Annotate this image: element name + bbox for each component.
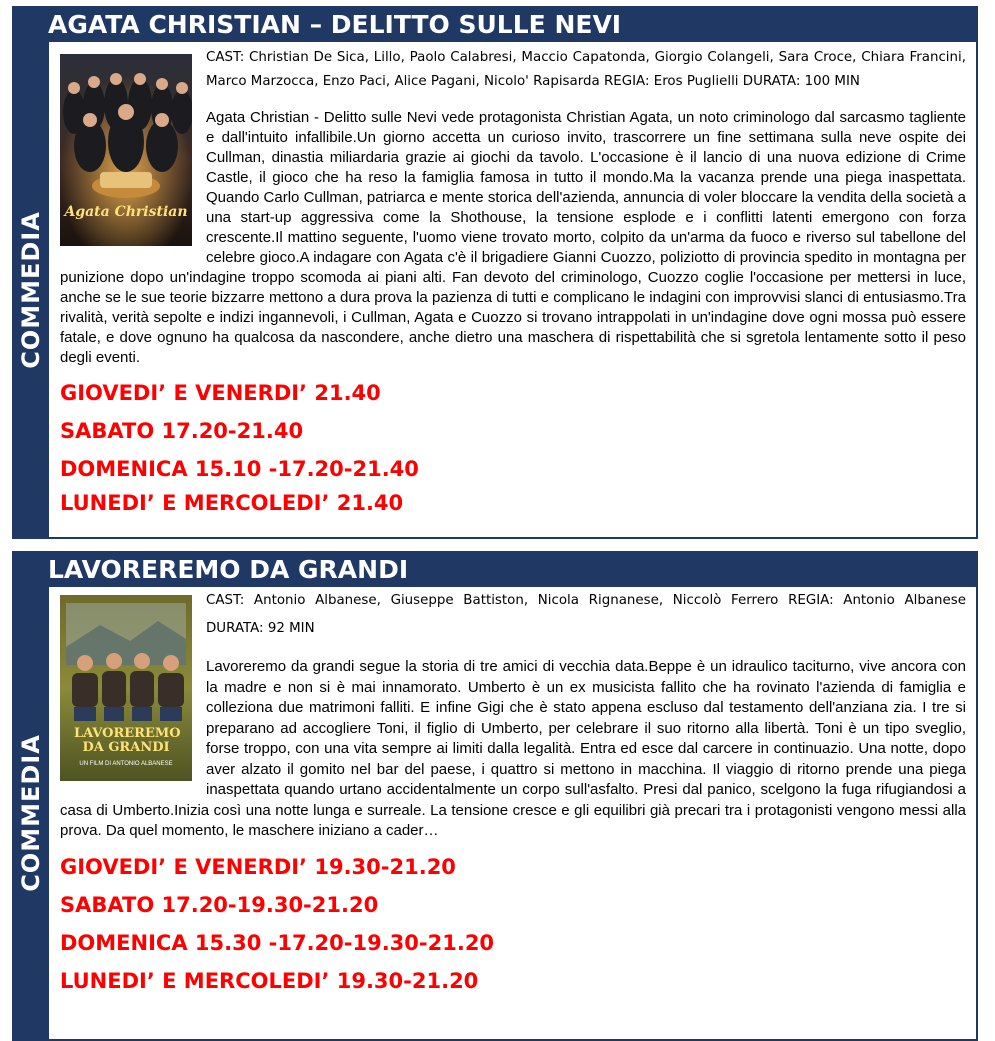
film-card [12,6,978,539]
film-title: AGATA CHRISTIAN – DELITTO SULLE NEVI [14,8,976,42]
synopsis: Agata Christian - Delitto sulle Nevi vede protagonista Christian Agata, un noto criminologo dal sarcasmo tagliente e dall'intuito infallibile.Un giorno accetta un curioso invito, trascorrere un fine settimana sulla neve ospite dei Cullman, dinastia miliardaria grazie ai giochi da tavolo. L'occasione è il lancio di una nuova edizione di Crime Castle, il gioco che ha reso la famiglia famosa in tutto il mondo.Ma la vacanza prende una piega inaspettata. Quando Carlo Cullman, patriarca e mente storica dell'azienda, annuncia di voler bloccare la vendita della società a una start-up aggressiva come la Shothouse, la tensione esplode e i conflitti latenti emergono con forza crescente.Il mattino seguente, l'uomo viene trovato morto, colpito da un'arma da fuoco e riverso sul tabellone del celebre gioco.A indagare con Agata c'è il brigadiere Gianni Cuozzo, poliziotto di provincia spedito in montagna per punizione dopo un'indagine troppo scomoda ai piani alti. Fan devoto del criminologo, Cuozzo coglie l'occasione per mettersi in luce, anche se le sue teorie bizzarre mettono a dura prova la pazienza di tutti e complicano le indagini con improvvisi slanci di entusiasmo.Tra rivalità, verità sepolte e indizi ingannevoli, i Cullman, Agata e Cuozzo si trovano intrappolati in un'indagine dove ogni mossa può essere fatale, e dove ognuno ha qualcosa da nascondere, anche dietro una maschera di rispettabilità che si sgretola lentamente sotto il peso degli eventi. [60,109,966,366]
schedule-line: GIOVEDI’ E VENERDI’ 21.40 [60,381,381,405]
cast-line: CAST: Antonio Albanese, Giuseppe Battiston, Nicola Rignanese, Niccolò Ferrero REGIA: Antonio Albanese DURATA: 92 MIN [206,593,966,636]
film-content [48,42,976,537]
poster-title: Agata Christian [64,204,188,220]
genre-label: COMMEDIA [17,734,45,892]
genre-sidebar [14,587,49,1039]
film-content [48,587,976,1039]
film-card [12,551,978,1041]
film-poster [60,595,192,781]
schedule-line: LUNEDI’ E MERCOLEDI’ 19.30-21.20 [60,968,479,993]
poster-subtitle: UN FILM DI ANTONIO ALBANESE [79,761,173,767]
poster-title: LAVOREREMO DA GRANDI [74,726,181,755]
schedule-line: SABATO 17.20-19.30-21.20 [60,892,379,917]
film-poster [60,54,192,246]
synopsis: Lavoreremo da grandi segue la storia di tre amici di vecchia data.Beppe è un idraulico taciturno, vive ancora con la madre e non si è mai innamorato. Umberto è un ex musicista fallito che ha rovinato l'azienda di famiglia e colleziona due matrimoni falliti. E infine Gigi che è stato appena escluso dal testamento dell'anziana zia. I tre si preparano ad accogliere Toni, il figlio di Umberto, per celebrare il suo ritorno alla libertà. Toni è un tipo sveglio, forse troppo, con una vita sempre ai limiti dalla legalità. Entra ed esce dal carcere in continuazio. Una notte, dopo aver alzato il gomito nel bar del paese, i quattro si mettono in macchina. Il viaggio di ritorno prende una piega inaspettata quando urtano accidentalmente un corpo sull'asfalto. Presi dal panico, scelgono la fuga rifugiandosi a casa di Umberto.Inizia così una notte lunga e surreale. La tensione cresce e gli equilibri già precari tra i protagonisti vengono messi alla prova. Da quel momento, le maschere iniziano a cader… [60,658,966,839]
schedule-line: DOMENICA 15.30 -17.20-19.30-21.20 [60,930,495,955]
schedule-line: DOMENICA 15.10 -17.20-21.40 [60,457,419,481]
genre-sidebar [14,42,49,537]
schedule-line: LUNEDI’ E MERCOLEDI’ 21.40 [60,491,404,515]
schedule-line: GIOVEDI’ E VENERDI’ 19.30-21.20 [60,854,456,879]
schedule-line: SABATO 17.20-21.40 [60,419,304,443]
film-title: LAVOREREMO DA GRANDI [14,553,976,587]
cast-line: CAST: Christian De Sica, Lillo, Paolo Calabresi, Maccio Capatonda, Giorgio Colangeli, Sara Croce, Chiara Francini, Marco Marzocca, Enzo Paci, Alice Pagani, Nicolo' Rapisarda REGIA: Eros Puglielli DURATA: 100 MIN [206,50,966,89]
genre-label: COMMEDIA [17,210,45,369]
